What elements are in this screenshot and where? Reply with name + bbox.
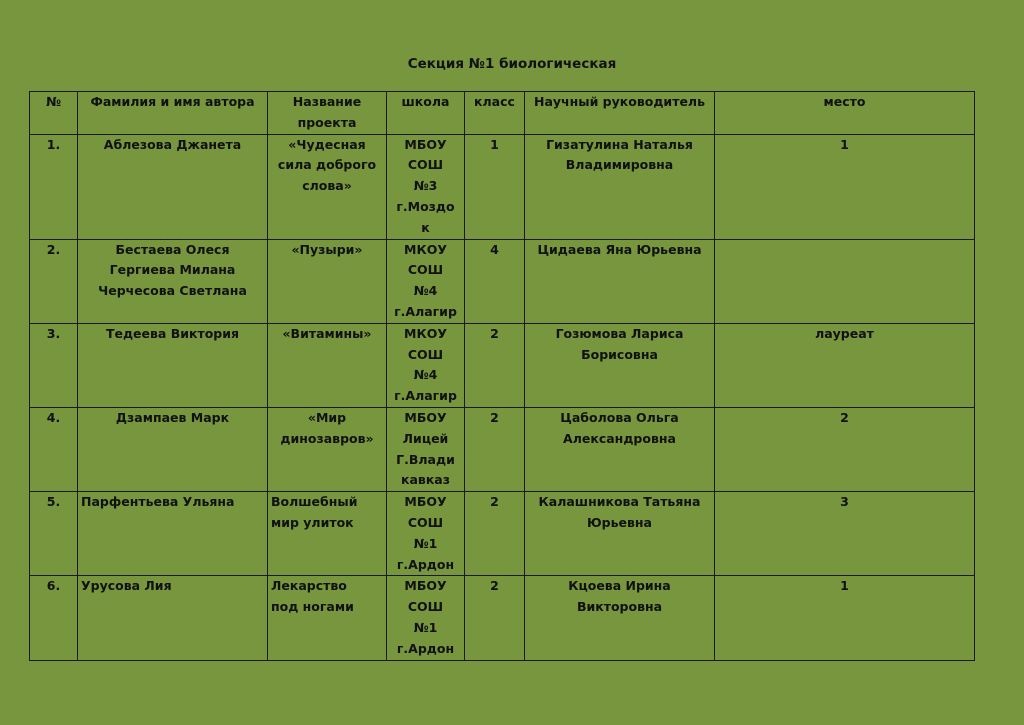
table-row	[30, 492, 975, 576]
table-header-row	[30, 92, 975, 135]
author-line: Дзампаев Марк	[115, 409, 230, 425]
school-line: Г.Влади	[396, 451, 455, 467]
cell-supervisor	[525, 239, 715, 323]
cell-place: лауреат	[715, 323, 975, 407]
cell-grade: 1	[465, 134, 525, 239]
project-line: «Чудесная	[288, 136, 366, 152]
project-line: Волшебный	[271, 494, 358, 510]
supervisor-line: Кцоева Ирина	[568, 578, 671, 594]
cell-project	[268, 134, 387, 239]
school-line: г.Алагир	[394, 303, 457, 319]
school-line: МБОУ	[404, 494, 447, 510]
project-line: «Витамины»	[282, 325, 372, 341]
cell-school	[387, 407, 465, 491]
project-line: мир улиток	[271, 514, 354, 530]
supervisor-line: Александровна	[563, 430, 676, 446]
supervisor-line: Владимировна	[565, 157, 674, 173]
cell-project	[268, 239, 387, 323]
supervisor-line: Гозюмова Лариса	[555, 325, 684, 341]
author-line: Парфентьева Ульяна	[81, 494, 235, 510]
row-number: 1.	[30, 134, 78, 239]
school-line: МБОУ	[404, 136, 447, 152]
school-line: №4	[413, 367, 438, 383]
cell-school	[387, 576, 465, 660]
cell-supervisor	[525, 134, 715, 239]
school-line: Лицей	[402, 430, 449, 446]
results-table	[29, 91, 975, 661]
school-line: г.Ардон	[396, 640, 455, 656]
cell-grade: 2	[465, 323, 525, 407]
author-line: Черчесова Светлана	[98, 283, 247, 299]
table-row	[30, 239, 975, 323]
row-number: 4.	[30, 407, 78, 491]
cell-supervisor	[525, 576, 715, 660]
author-line: Гергиева Милана	[109, 262, 236, 278]
cell-place: 3	[715, 492, 975, 576]
cell-place: 1	[715, 134, 975, 239]
cell-grade: 4	[465, 239, 525, 323]
header-author: Фамилия и имя автора	[78, 92, 268, 135]
school-line: СОШ	[407, 514, 444, 530]
school-line: №1	[413, 535, 438, 551]
project-line: слова»	[302, 178, 352, 194]
school-line: СОШ	[407, 599, 444, 615]
school-line: г.Алагир	[394, 388, 457, 404]
cell-grade: 2	[465, 492, 525, 576]
header-number: №	[30, 92, 78, 135]
cell-author	[78, 576, 268, 660]
project-line: «Мир	[307, 409, 347, 425]
header-supervisor: Научный руководитель	[525, 92, 715, 135]
header-grade: класс	[465, 92, 525, 135]
header-project: Название проекта	[268, 92, 387, 135]
cell-supervisor	[525, 492, 715, 576]
school-line: СОШ	[407, 346, 444, 362]
supervisor-line: Гизатулина Наталья	[546, 136, 693, 152]
cell-school	[387, 323, 465, 407]
supervisor-line: Калашникова Татьяна	[538, 494, 701, 510]
row-number: 2.	[30, 239, 78, 323]
cell-supervisor	[525, 407, 715, 491]
school-line: МБОУ	[404, 409, 447, 425]
school-line: МБОУ	[404, 578, 447, 594]
school-line: №4	[413, 283, 438, 299]
table-body	[30, 134, 975, 660]
table-row	[30, 407, 975, 491]
school-line: кавказ	[400, 472, 450, 488]
school-line: №3	[413, 178, 438, 194]
project-line: под ногами	[271, 599, 354, 615]
cell-school	[387, 134, 465, 239]
supervisor-line: Цаболова Ольга	[560, 409, 679, 425]
project-line: динозавров»	[280, 430, 374, 446]
school-line: №1	[413, 619, 438, 635]
page-title: Секция №1 биологическая	[407, 56, 617, 72]
cell-project	[268, 323, 387, 407]
supervisor-line: Борисовна	[581, 346, 658, 362]
cell-project	[268, 407, 387, 491]
cell-place: 1	[715, 576, 975, 660]
table-row	[30, 134, 975, 239]
row-number: 6.	[30, 576, 78, 660]
row-number: 5.	[30, 492, 78, 576]
row-number: 3.	[30, 323, 78, 407]
author-line: Урусова Лия	[81, 578, 172, 594]
supervisor-line: Цидаева Яна Юрьевна	[537, 241, 702, 257]
school-line: г.Моздо	[396, 198, 455, 214]
cell-school	[387, 492, 465, 576]
cell-author	[78, 492, 268, 576]
school-line: г.Ардон	[396, 556, 455, 572]
cell-author	[78, 407, 268, 491]
cell-grade: 2	[465, 576, 525, 660]
supervisor-line: Викторовна	[576, 599, 663, 615]
cell-supervisor	[525, 323, 715, 407]
cell-author	[78, 134, 268, 239]
project-line: «Пузыри»	[291, 241, 363, 257]
table-row	[30, 576, 975, 660]
header-place: место	[715, 92, 975, 135]
supervisor-line: Юрьевна	[587, 514, 652, 530]
cell-project	[268, 492, 387, 576]
author-line: Бестаева Олеся	[115, 241, 230, 257]
author-line: Аблезова Джанета	[103, 136, 242, 152]
project-line: Лекарство	[271, 578, 347, 594]
cell-place	[715, 239, 975, 323]
school-line: к	[421, 219, 430, 235]
cell-place: 2	[715, 407, 975, 491]
cell-grade: 2	[465, 407, 525, 491]
cell-school	[387, 239, 465, 323]
cell-author	[78, 323, 268, 407]
author-line: Тедеева Виктория	[105, 325, 240, 341]
cell-project	[268, 576, 387, 660]
school-line: СОШ	[407, 157, 444, 173]
header-school: школа	[387, 92, 465, 135]
school-line: МКОУ	[404, 325, 447, 341]
project-line: сила доброго	[277, 157, 377, 173]
table-row	[30, 323, 975, 407]
school-line: МКОУ	[404, 241, 447, 257]
cell-author	[78, 239, 268, 323]
school-line: СОШ	[407, 262, 444, 278]
